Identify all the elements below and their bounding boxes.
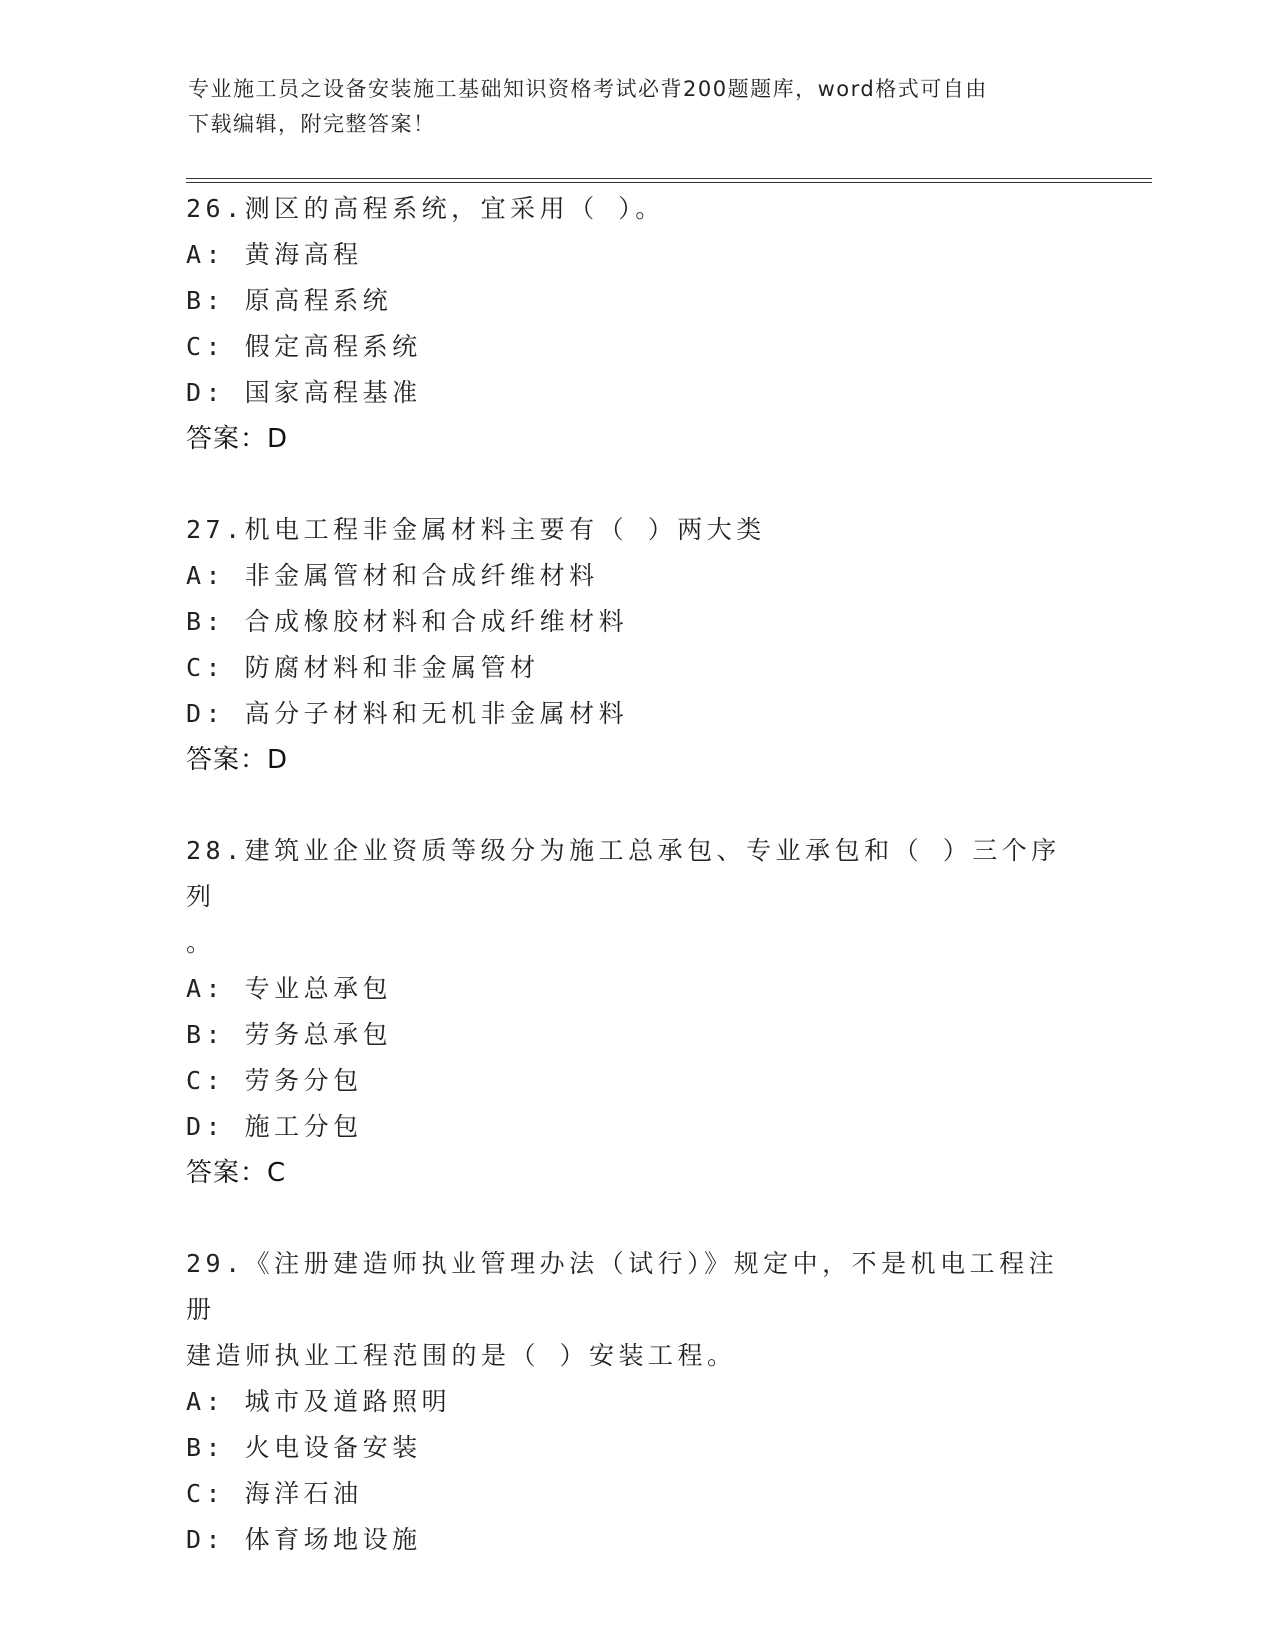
question-stem: 29.《注册建造师执业管理办法（试行）》规定中，不是机电工程注册 [186,1249,1059,1324]
option-text: 非金属管材和合成纤维材料 [244,561,599,590]
question-stem-continued: 建造师执业工程范围的是（ ）安装工程。 [186,1341,737,1370]
header-line-2: 下载编辑，附完整答案！ [188,112,436,136]
question-stem-continued: 。 [186,928,216,957]
option-letter: C: [186,332,226,361]
answer-line: 答案：D [186,745,289,775]
option-b [186,599,1086,645]
option-letter: A: [186,1387,226,1416]
option-c [186,1471,1086,1517]
option-letter: B: [186,286,226,315]
option-text: 防腐材料和非金属管材 [244,653,540,682]
option-a [186,966,1086,1012]
option-text: 火电设备安装 [244,1433,422,1462]
option-letter: B: [186,607,226,636]
option-letter: A: [186,974,226,1003]
option-text: 合成橡胶材料和合成纤维材料 [244,607,629,636]
option-text: 专业总承包 [244,974,393,1003]
option-text: 高分子材料和无机非金属材料 [244,699,629,728]
option-c [186,1058,1086,1104]
option-text: 体育场地设施 [244,1525,422,1554]
option-letter: B: [186,1433,226,1462]
option-b [186,278,1086,324]
option-letter: C: [186,653,226,682]
option-text: 劳务总承包 [244,1020,393,1049]
option-letter: B: [186,1020,226,1049]
document-header [188,72,1068,142]
option-d [186,370,1086,416]
option-text: 劳务分包 [244,1066,363,1095]
option-letter: A: [186,561,226,590]
question-29 [186,1241,1086,1563]
option-letter: C: [186,1066,226,1095]
question-stem: 26.测区的高程系统，宜采用（ ）。 [186,194,665,223]
option-b [186,1425,1086,1471]
option-b [186,1012,1086,1058]
option-a [186,553,1086,599]
option-text: 黄海高程 [244,240,363,269]
header-line-1: 专业施工员之设备安装施工基础知识资格考试必背200题题库，word格式可自由 [188,77,988,101]
option-text: 原高程系统 [244,286,393,315]
question-stem: 28.建筑业企业资质等级分为施工总承包、专业承包和（ ）三个序列 [186,836,1061,911]
answer-line: 答案：D [186,424,289,454]
header-divider [186,178,1152,183]
option-letter: D: [186,378,226,407]
option-c [186,645,1086,691]
option-letter: C: [186,1479,226,1508]
option-text: 城市及道路照明 [244,1387,452,1416]
option-d [186,1517,1086,1563]
option-text: 假定高程系统 [244,332,422,361]
question-stem: 27.机电工程非金属材料主要有（ ）两大类 [186,515,766,544]
option-d [186,691,1086,737]
question-28 [186,828,1086,1196]
option-text: 海洋石油 [244,1479,363,1508]
option-c [186,324,1086,370]
option-a [186,232,1086,278]
question-26 [186,186,1086,462]
option-d [186,1104,1086,1150]
option-letter: D: [186,1525,226,1554]
question-list [186,186,1086,1608]
answer-line: 答案：C [186,1158,287,1188]
question-27 [186,507,1086,783]
option-letter: D: [186,699,226,728]
option-letter: A: [186,240,226,269]
option-text: 国家高程基准 [244,378,422,407]
option-a [186,1379,1086,1425]
option-text: 施工分包 [244,1112,363,1141]
option-letter: D: [186,1112,226,1141]
